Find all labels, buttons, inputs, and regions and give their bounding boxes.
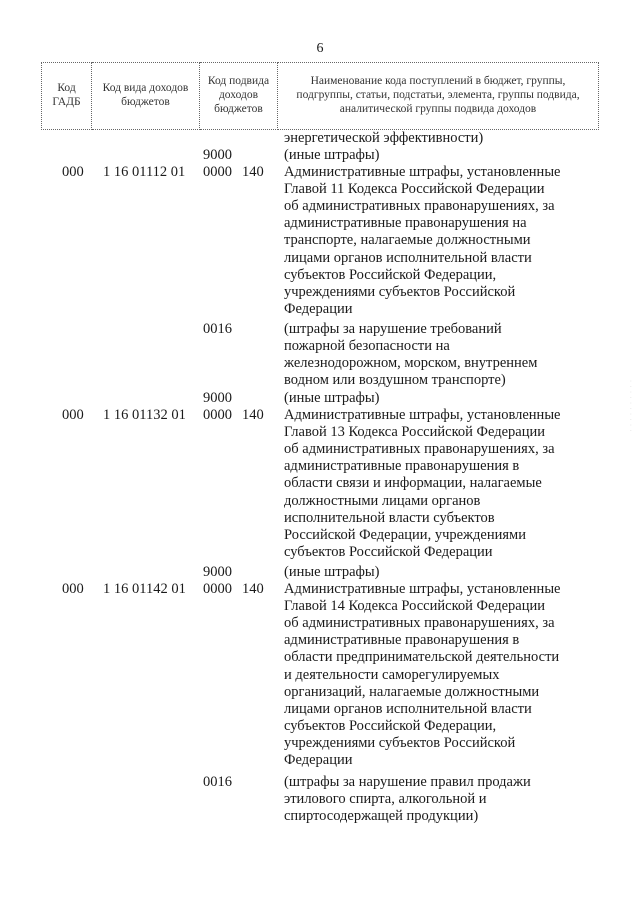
description-line: спиртосодержащей продукции) [284,808,479,824]
header-income-kind-code: Код вида доходов бюджетов [92,63,200,130]
description-line: водном или воздушном транспорте) [284,372,506,388]
table-header [41,62,599,130]
description-line: (иные штрафы) [284,147,380,163]
description-line: Административные штрафы, установленные [284,581,561,597]
description-line: Главой 14 Кодекса Российской Федерации [284,598,545,614]
description-line: административные правонарушения на [284,215,527,231]
description-line: (штрафы за нарушение правил продажи [284,774,531,790]
income-subtype-code: 9000 [203,147,232,163]
analytic-group-code: 140 [242,407,264,423]
analytic-group-code: 140 [242,581,264,597]
description-line: административные правонарушения в [284,458,520,474]
description-line: об административных правонарушениях, за [284,441,555,457]
description-line: должностными лицами органов [284,493,481,509]
description-line: энергетической эффективности) [284,130,484,146]
description-line: учреждениями субъектов Российской [284,735,516,751]
scan-margin-noise: · · · · · · · · · · [627,380,633,433]
description-line: транспорте, налагаемые должностными [284,232,531,248]
income-subtype-code: 0000 [203,164,232,180]
description-line: (штрафы за нарушение требований [284,321,502,337]
description-line: лицами органов исполнительной власти [284,701,532,717]
income-subtype-code: 0000 [203,407,232,423]
income-subtype-code: 0000 [203,581,232,597]
description-line: Главой 11 Кодекса Российской Федерации [284,181,545,197]
description-line: субъектов Российской Федерации, [284,267,497,283]
income-subtype-code: 0016 [203,321,232,337]
description-line: Административные штрафы, установленные [284,164,561,180]
header-code-name: Наименование кода поступлений в бюджет, группы, подгруппы, статьи, подстатьи, элемента, группы подвида, аналитической группы подвида доходов [278,63,599,130]
gadb-code: 000 [62,581,84,597]
description-line: и деятельности саморегулируемых [284,667,500,683]
description-line: Российской Федерации, учреждениями [284,527,526,543]
description-line: этилового спирта, алкогольной и [284,791,487,807]
description-line: организаций, налагаемые должностными [284,684,540,700]
description-line: исполнительной власти субъектов [284,510,495,526]
description-line: области предпринимательской деятельности [284,649,560,665]
description-line: Административные штрафы, установленные [284,407,561,423]
income-kind-code: 1 16 01132 01 [103,407,186,423]
income-kind-code: 1 16 01142 01 [103,581,186,597]
income-subtype-code: 9000 [203,390,232,406]
description-line: пожарной безопасности на [284,338,450,354]
income-kind-code: 1 16 01112 01 [103,164,186,180]
income-subtype-code: 9000 [203,564,232,580]
description-line: железнодорожном, морском, внутреннем [284,355,538,371]
description-line: субъектов Российской Федерации, [284,718,497,734]
income-subtype-code: 0016 [203,774,232,790]
description-line: Главой 13 Кодекса Российской Федерации [284,424,545,440]
header-income-subtype-code: Код подвида доходов бюджетов [200,63,278,130]
description-line: учреждениями субъектов Российской [284,284,516,300]
page-number: 6 [316,41,324,56]
analytic-group-code: 140 [242,164,264,180]
description-line: Федерации [284,301,353,317]
description-line: об административных правонарушениях, за [284,198,555,214]
description-line: Федерации [284,752,353,768]
description-line: субъектов Российской Федерации [284,544,493,560]
description-line: (иные штрафы) [284,564,380,580]
description-line: административные правонарушения в [284,632,520,648]
gadb-code: 000 [62,164,84,180]
description-line: об административных правонарушениях, за [284,615,555,631]
description-line: лицами органов исполнительной власти [284,250,532,266]
description-line: области связи и информации, налагаемые [284,475,542,491]
description-line: (иные штрафы) [284,390,380,406]
header-gadb-code: Код ГАДБ [42,63,92,130]
gadb-code: 000 [62,407,84,423]
